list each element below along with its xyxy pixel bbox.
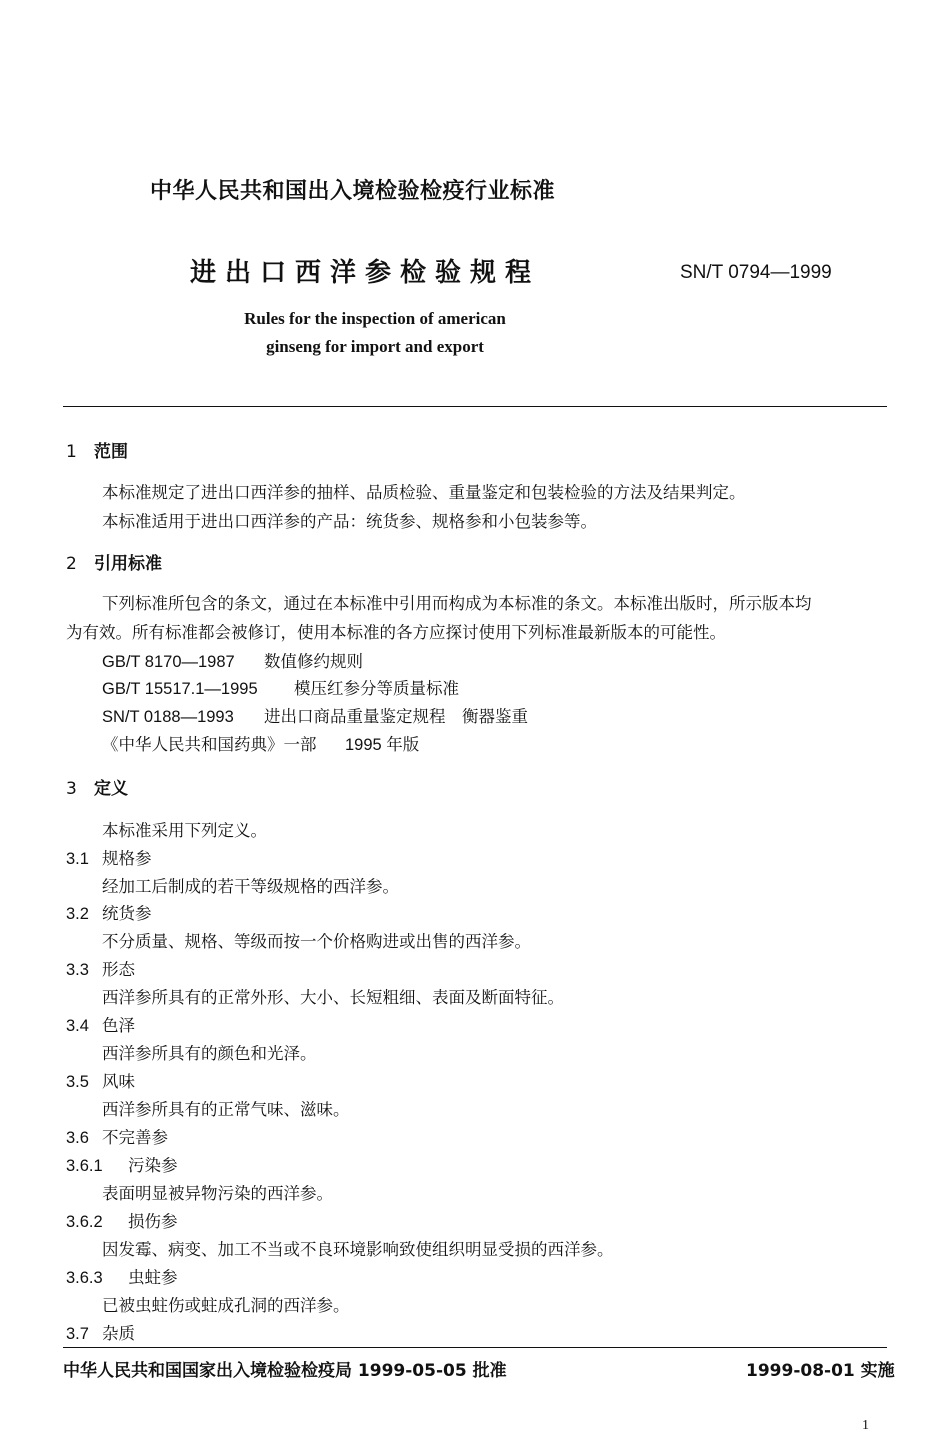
term: 污染参 — [128, 1156, 178, 1175]
page-number: 1 — [862, 1418, 869, 1433]
term: 损伤参 — [128, 1212, 178, 1231]
term: 色泽 — [102, 1016, 135, 1035]
definition-term — [66, 1152, 178, 1176]
issued-by: 中华人民共和国国家出入境检验检疫局 1999-05-05 批准 — [63, 1361, 507, 1381]
definition-term — [66, 1320, 135, 1344]
document-title: 进出口西洋参检验规程 — [190, 258, 541, 288]
reference-code: SN/T 0188—1993 — [102, 708, 234, 726]
reference-title: 数值修约规则 — [264, 652, 363, 671]
term: 统货参 — [102, 904, 152, 923]
definition-term — [66, 1124, 168, 1148]
definition-term — [66, 900, 152, 924]
paragraph-continuation: 为有效。所有标准都会被修订，使用本标准的各方应探讨使用下列标准最新版本的可能性。 — [66, 623, 726, 642]
section-2-heading — [66, 549, 162, 574]
section-title: 范围 — [94, 442, 128, 462]
definition-text: 经加工后制成的若干等级规格的西洋参。 — [102, 877, 399, 896]
clause-number: 3.6.2 — [66, 1213, 103, 1231]
definition-text: 因发霉、病变、加工不当或不良环境影响致使组织明显受损的西洋参。 — [102, 1240, 614, 1259]
term: 风味 — [102, 1072, 135, 1091]
clause-number: 3.6 — [66, 1129, 89, 1147]
section-title: 引用标准 — [94, 554, 162, 574]
clause-number: 3.2 — [66, 905, 89, 923]
term: 形态 — [102, 960, 135, 979]
section-number: 1 — [66, 442, 77, 462]
paragraph: 本标准采用下列定义。 — [102, 821, 267, 840]
english-title-line-2: ginseng for import and export — [266, 337, 484, 356]
footer-divider — [63, 1347, 887, 1348]
effective-date: 1999-08-01 实施 — [746, 1361, 895, 1381]
section-number: 3 — [66, 779, 77, 799]
clause-number: 3.6.3 — [66, 1269, 103, 1287]
reference-item — [102, 648, 363, 672]
term: 杂质 — [102, 1324, 135, 1343]
reference-title: 模压红参分等质量标准 — [294, 679, 459, 698]
reference-title: 进出口商品重量鉴定规程 衡器鉴重 — [264, 707, 528, 726]
reference-title: 1995 年版 — [345, 736, 420, 754]
definition-text: 西洋参所具有的正常气味、滋味。 — [102, 1100, 350, 1119]
clause-number: 3.6.1 — [66, 1157, 103, 1175]
clause-number: 3.7 — [66, 1325, 89, 1343]
clause-number: 3.1 — [66, 850, 89, 868]
section-number: 2 — [66, 554, 77, 574]
term: 不完善参 — [102, 1128, 168, 1147]
paragraph: 下列标准所包含的条文，通过在本标准中引用而构成为本标准的条文。本标准出版时，所示版本均 — [102, 594, 812, 613]
definition-term — [66, 1012, 135, 1036]
section-1-heading — [66, 437, 128, 462]
definition-text: 西洋参所具有的正常外形、大小、长短粗细、表面及断面特征。 — [102, 988, 564, 1007]
standard-code: SN/T 0794—1999 — [680, 262, 832, 283]
paragraph: 本标准规定了进出口西洋参的抽样、品质检验、重量鉴定和包装检验的方法及结果判定。 — [102, 483, 746, 502]
header-divider — [63, 406, 887, 407]
reference-item — [102, 703, 528, 727]
reference-item — [102, 731, 419, 755]
clause-number: 3.4 — [66, 1017, 89, 1035]
definition-text: 已被虫蛀伤或蛀成孔洞的西洋参。 — [102, 1296, 350, 1315]
definition-term — [66, 956, 135, 980]
definition-text: 西洋参所具有的颜色和光泽。 — [102, 1044, 317, 1063]
term: 规格参 — [102, 849, 152, 868]
clause-number: 3.5 — [66, 1073, 89, 1091]
definition-term — [66, 1208, 178, 1232]
definition-text: 不分质量、规格、等级而按一个价格购进或出售的西洋参。 — [102, 932, 531, 951]
paragraph: 本标准适用于进出口西洋参的产品：统货参、规格参和小包装参等。 — [102, 512, 597, 531]
org-title: 中华人民共和国出入境检验检疫行业标准 — [150, 179, 556, 204]
definition-text: 表面明显被异物污染的西洋参。 — [102, 1184, 333, 1203]
english-title-line-1: Rules for the inspection of american — [244, 309, 506, 328]
definition-term — [66, 845, 152, 869]
reference-code: GB/T 15517.1—1995 — [102, 680, 258, 698]
clause-number: 3.3 — [66, 961, 89, 979]
section-title: 定义 — [94, 779, 128, 799]
definition-term — [66, 1264, 178, 1288]
reference-code: 《中华人民共和国药典》一部 — [102, 735, 317, 754]
definition-term — [66, 1068, 135, 1092]
reference-code: GB/T 8170—1987 — [102, 653, 235, 671]
reference-item — [102, 675, 459, 699]
section-3-heading — [66, 774, 128, 799]
term: 虫蛀参 — [128, 1268, 178, 1287]
